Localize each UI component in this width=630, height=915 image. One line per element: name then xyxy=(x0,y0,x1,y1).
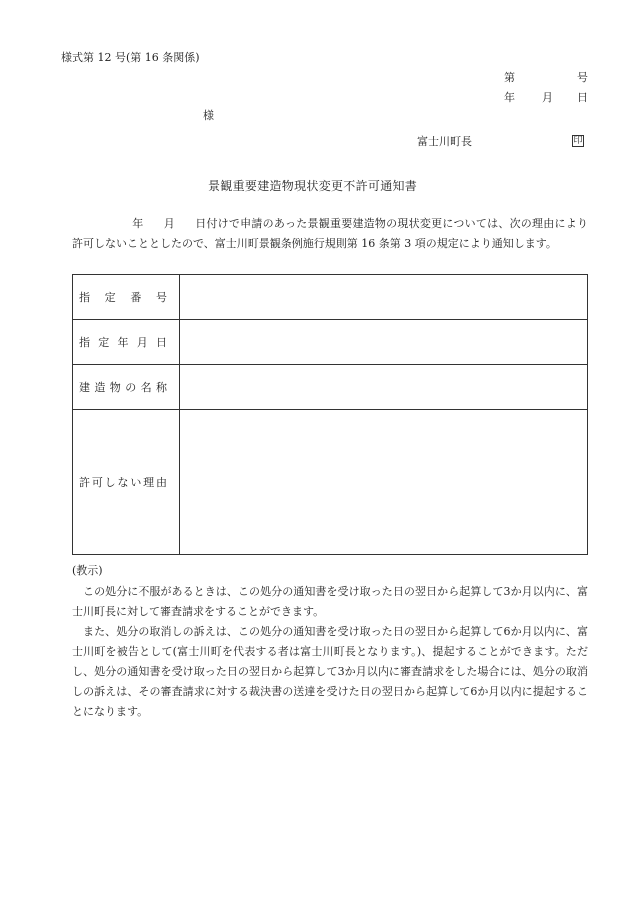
addressee-suffix: 様 xyxy=(203,109,214,122)
refusal-reason-label: 許可しない理由 xyxy=(79,475,167,489)
designation-number-label: 指 定 番 号 xyxy=(79,290,167,304)
date-month-label: 月 xyxy=(542,91,553,104)
doc-number-suffix: 号 xyxy=(577,71,588,84)
designation-date-label: 指 定 年 月 日 xyxy=(79,335,167,349)
date-day-label: 日 xyxy=(577,91,588,104)
seal-mark: 印 xyxy=(573,135,583,146)
refusal-reason-value xyxy=(180,410,588,555)
designation-number-value xyxy=(180,275,588,320)
instruction-notes xyxy=(72,582,588,722)
instruction-paragraph-1: この処分に不服があるときは、この処分の通知書を受け取った日の翌日から起算して3か月以内に、富士川町長に対して審査請求をすることができます。 xyxy=(72,585,588,618)
body-year: 年 xyxy=(132,217,144,230)
details-table xyxy=(72,274,588,555)
building-name-value xyxy=(180,365,588,410)
doc-number-prefix: 第 xyxy=(504,71,515,84)
instruction-heading: (教示) xyxy=(72,564,103,577)
table-row xyxy=(73,365,588,410)
document-title: 景観重要建造物現状変更不許可通知書 xyxy=(208,179,418,193)
issuer-name: 富士川町長 xyxy=(417,135,472,148)
body-month: 月 xyxy=(163,217,175,230)
building-name-label: 建 造 物 の 名 称 xyxy=(79,380,167,394)
table-row xyxy=(73,320,588,365)
body-paragraph xyxy=(72,214,588,254)
form-number: 様式第 12 号(第 16 条関係) xyxy=(61,51,200,64)
table-row xyxy=(73,410,588,555)
designation-date-value xyxy=(180,320,588,365)
table-row xyxy=(73,275,588,320)
instruction-paragraph-2: また、処分の取消しの訴えは、この処分の通知書を受け取った日の翌日から起算して6か月以内に、富士川町を被告として(富士川町を代表する者は富士川町長となります。)、提起することができます。ただし、処分の通知書を受け取った日の翌日から起算して3か月以内に審査請求をした場合には、処分の取消しの訴えは、その審査請求に対する裁決書の送達を受けた日の翌日から起算して6か月以内に提起することになります。 xyxy=(72,625,588,718)
date-year-label: 年 xyxy=(504,91,515,104)
body-text: 日付けで申請のあった景観重要建造物の現状変更については、次の理由により許可しないこととしたので、富士川町景観条例施行規則第 16 条第 3 項の規定により通知します。 xyxy=(72,217,589,250)
